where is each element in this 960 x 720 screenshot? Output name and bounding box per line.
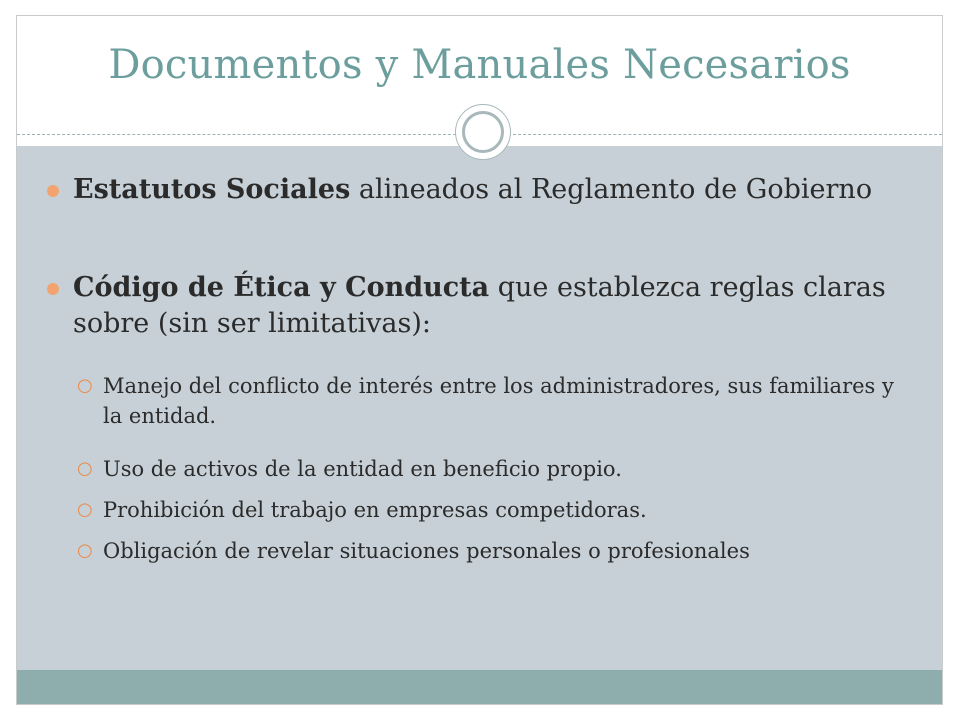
sub-bullet-prohibicion xyxy=(77,495,903,525)
sub-bullet-circle-icon: ○ xyxy=(77,458,93,479)
sub-bullet-text: Manejo del conflicto de interés entre los administradores, sus familiares y la entidad. xyxy=(103,374,894,428)
bullet-dot-icon xyxy=(47,283,59,295)
bullet-text: que establezca reglas claras sobre (sin ser limitativas): xyxy=(73,272,886,339)
slide-title: Documentos y Manuales Necesarios xyxy=(108,42,851,88)
slide xyxy=(16,15,943,705)
sub-bullet-text: Obligación de revelar situaciones personales o profesionales xyxy=(103,539,750,563)
sub-bullet-circle-icon: ○ xyxy=(77,499,93,520)
bullet-bold-text: Estatutos Sociales xyxy=(73,174,351,205)
sub-bullet-text: Prohibición del trabajo en empresas competidoras. xyxy=(103,498,647,522)
sub-bullet-conflicto xyxy=(77,371,903,431)
bullet-dot-icon xyxy=(47,185,59,197)
sub-bullet-activos xyxy=(77,454,903,484)
footer-bar xyxy=(17,670,942,704)
bullet-codigo-etica xyxy=(73,270,923,342)
sub-bullet-text: Uso de activos de la entidad en beneficio propio. xyxy=(103,457,622,481)
bullet-text: alineados al Reglamento de Gobierno xyxy=(350,174,873,205)
sub-bullet-obligacion xyxy=(77,536,903,566)
sub-bullet-circle-icon: ○ xyxy=(77,375,93,396)
circle-ornament-icon xyxy=(455,104,511,160)
bullet-estatutos xyxy=(73,172,923,208)
bullet-bold-text: Código de Ética y Conducta xyxy=(73,272,490,303)
circle-ornament-inner xyxy=(462,111,504,153)
sub-bullet-circle-icon: ○ xyxy=(77,540,93,561)
